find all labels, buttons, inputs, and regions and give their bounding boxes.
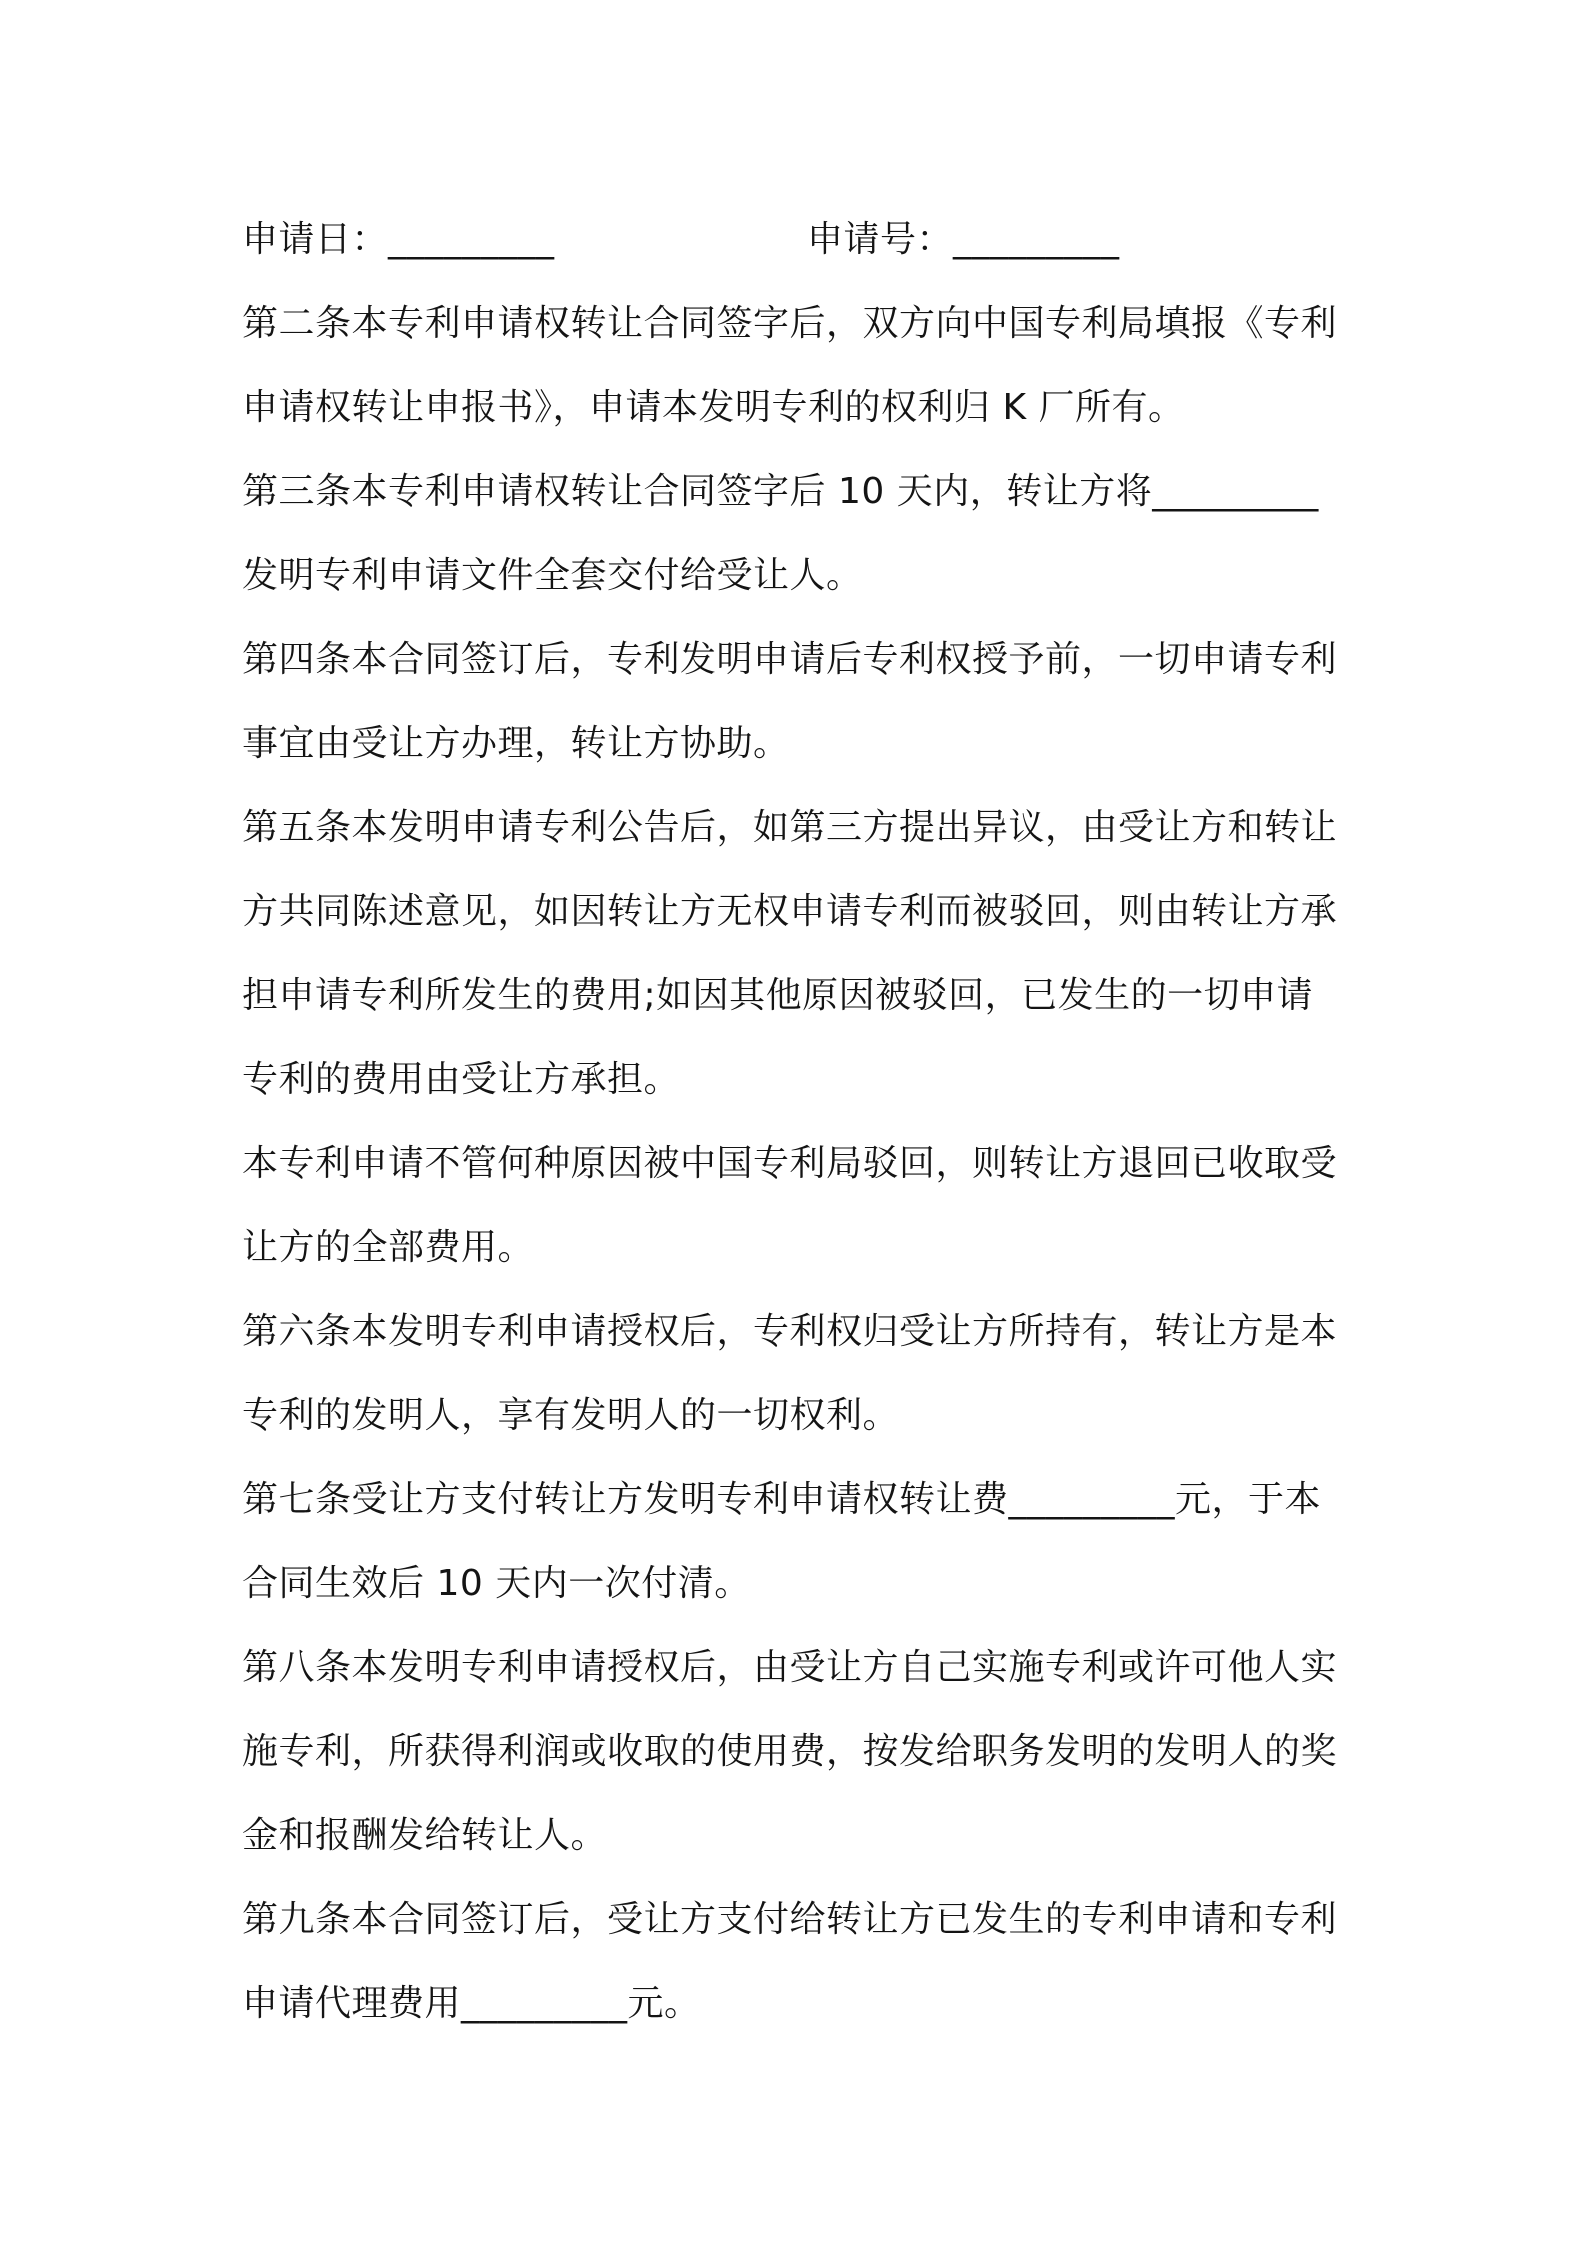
article-3-line-2: 发明专利申请文件全套交付给受让人。 [242, 555, 863, 596]
article-5-line-4: 专利的费用由受让方承担。 [242, 1059, 681, 1100]
application-number-field: 申请号：_________ [807, 219, 1120, 260]
article-2-line-2: 申请权转让申报书》，申请本发明专利的权利归 K 厂所有。 [242, 387, 1185, 428]
article-8-line-1: 第八条本发明专利申请授权后，由受让方自己实施专利或许可他人实 [242, 1647, 1338, 1688]
article-4-line-2: 事宜由受让方办理，转让方协助。 [242, 723, 790, 764]
article-5-line-1: 第五条本发明申请专利公告后，如第三方提出异议，由受让方和转让 [242, 807, 1338, 848]
article-8-line-3: 金和报酬发给转让人。 [242, 1815, 608, 1856]
document-page [242, 198, 1354, 2046]
article-3-line-1: 第三条本专利申请权转让合同签字后 10 天内，转让方将_________ [242, 471, 1319, 512]
refund-clause-line-1: 本专利申请不管何种原因被中国专利局驳回，则转让方退回已收取受 [242, 1143, 1338, 1184]
article-9-line-2: 申请代理费用_________元。 [242, 1983, 701, 2024]
article-9-line-1: 第九条本合同签订后，受让方支付给转让方已发生的专利申请和专利 [242, 1899, 1338, 1940]
article-2-line-1: 第二条本专利申请权转让合同签字后，双方向中国专利局填报《专利 [242, 303, 1338, 344]
article-5-line-3: 担申请专利所发生的费用;如因其他原因被驳回，已发生的一切申请 [242, 975, 1314, 1016]
article-7-line-1: 第七条受让方支付转让方发明专利申请权转让费_________元，于本 [242, 1479, 1322, 1520]
article-4-line-1: 第四条本合同签订后，专利发明申请后专利权授予前，一切申请专利 [242, 639, 1338, 680]
article-6-line-1: 第六条本发明专利申请授权后，专利权归受让方所持有，转让方是本 [242, 1311, 1338, 1352]
refund-clause-line-2: 让方的全部费用。 [242, 1227, 535, 1268]
article-6-line-2: 专利的发明人，享有发明人的一切权利。 [242, 1395, 900, 1436]
article-8-line-2: 施专利，所获得利润或收取的使用费，按发给职务发明的发明人的奖 [242, 1731, 1338, 1772]
application-date-field: 申请日：_________ [242, 219, 555, 260]
article-5-line-2: 方共同陈述意见，如因转让方无权申请专利而被驳回，则由转让方承 [242, 891, 1338, 932]
article-7-line-2: 合同生效后 10 天内一次付清。 [242, 1563, 751, 1604]
application-header-row [242, 198, 1354, 282]
